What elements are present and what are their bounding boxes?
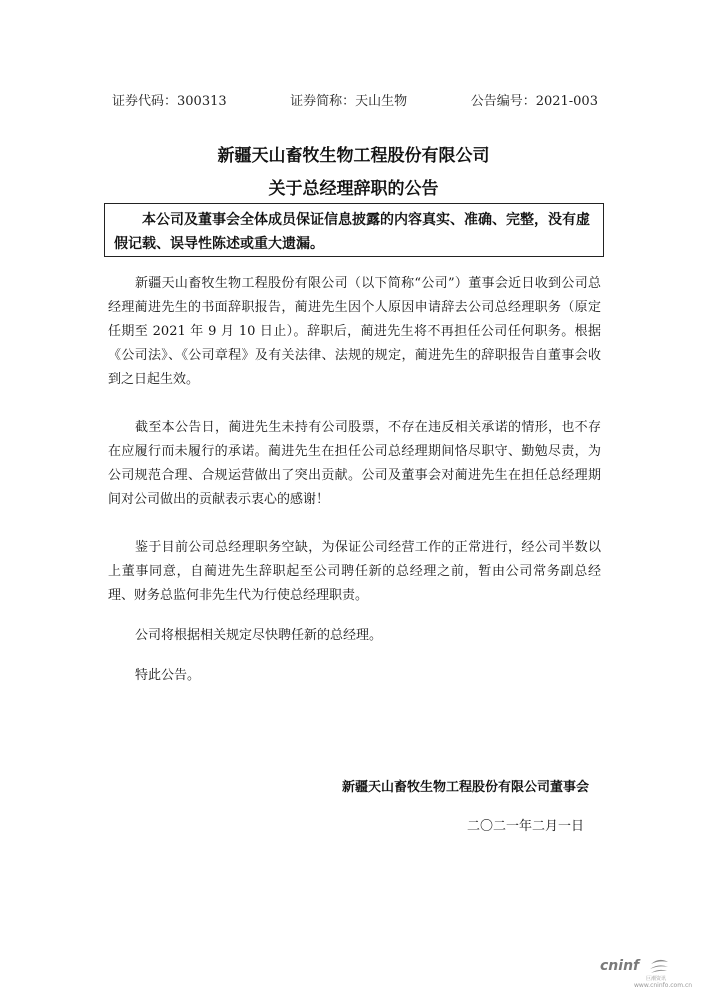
disclaimer-box: 本公司及董事会全体成员保证信息披露的内容真实、准确、完整，没有虚假记载、误导性陈述或重大遗漏。	[104, 203, 604, 257]
body-paragraph-5: 特此公告。	[135, 668, 201, 683]
logo-url: www.cninfo.com.cn	[634, 982, 693, 989]
body-paragraph-4: 公司将根据相关规定尽快聘任新的总经理。	[135, 628, 383, 643]
company-title: 新疆天山畜牧生物工程股份有限公司	[217, 146, 490, 166]
notice-number: 公告编号：2021-003	[470, 94, 598, 109]
logo-subtitle: 巨潮资讯	[646, 976, 667, 982]
stock-short-name: 证券简称：天山生物	[290, 94, 408, 109]
cninfo-logo	[600, 958, 700, 996]
body-paragraph-3: 鉴于目前公司总经理职务空缺，为保证公司经营工作的正常进行，经公司半数以上董事同意，自蔺进先生辞职起至公司聘任新的总经理之前，暂由公司常务副总经理、财务总监何非先生代为行使总经理职责。	[108, 540, 601, 603]
notice-subject-title: 关于总经理辞职的公告	[268, 179, 439, 199]
cninfo-swoosh-icon	[648, 958, 670, 976]
signature-organization: 新疆天山畜牧生物工程股份有限公司董事会	[341, 780, 589, 795]
body-paragraph-2: 截至本公告日，蔺进先生未持有公司股票，不存在违反相关承诺的情形，也不存在应履行而未履行的承诺。蔺进先生在担任公司总经理期间恪尽职守、勤勉尽责，为公司规范合理、合规运营做出了突出贡献。公司及董事会对蔺进先生在担任总经理期间对公司做出的贡献表示衷心的感谢！	[108, 420, 601, 507]
body-paragraph-1: 新疆天山畜牧生物工程股份有限公司（以下简称“公司”）董事会近日收到公司总经理蔺进先生的书面辞职报告，蔺进先生因个人原因申请辞去公司总经理职务（原定任期至 2021 年 9 月 10 日止）。辞职后，蔺进先生将不再担任公司任何职务。根据《公司法》、《公司章程》及有关法律、法规的规定，蔺进先生的辞职报告自董事会收到之日起生效。	[108, 276, 601, 387]
document-header	[112, 90, 598, 109]
logo-text: cninf	[600, 958, 640, 974]
stock-code: 证券代码：300313	[112, 94, 227, 109]
signature-date: 二〇二一年二月一日	[466, 819, 584, 834]
